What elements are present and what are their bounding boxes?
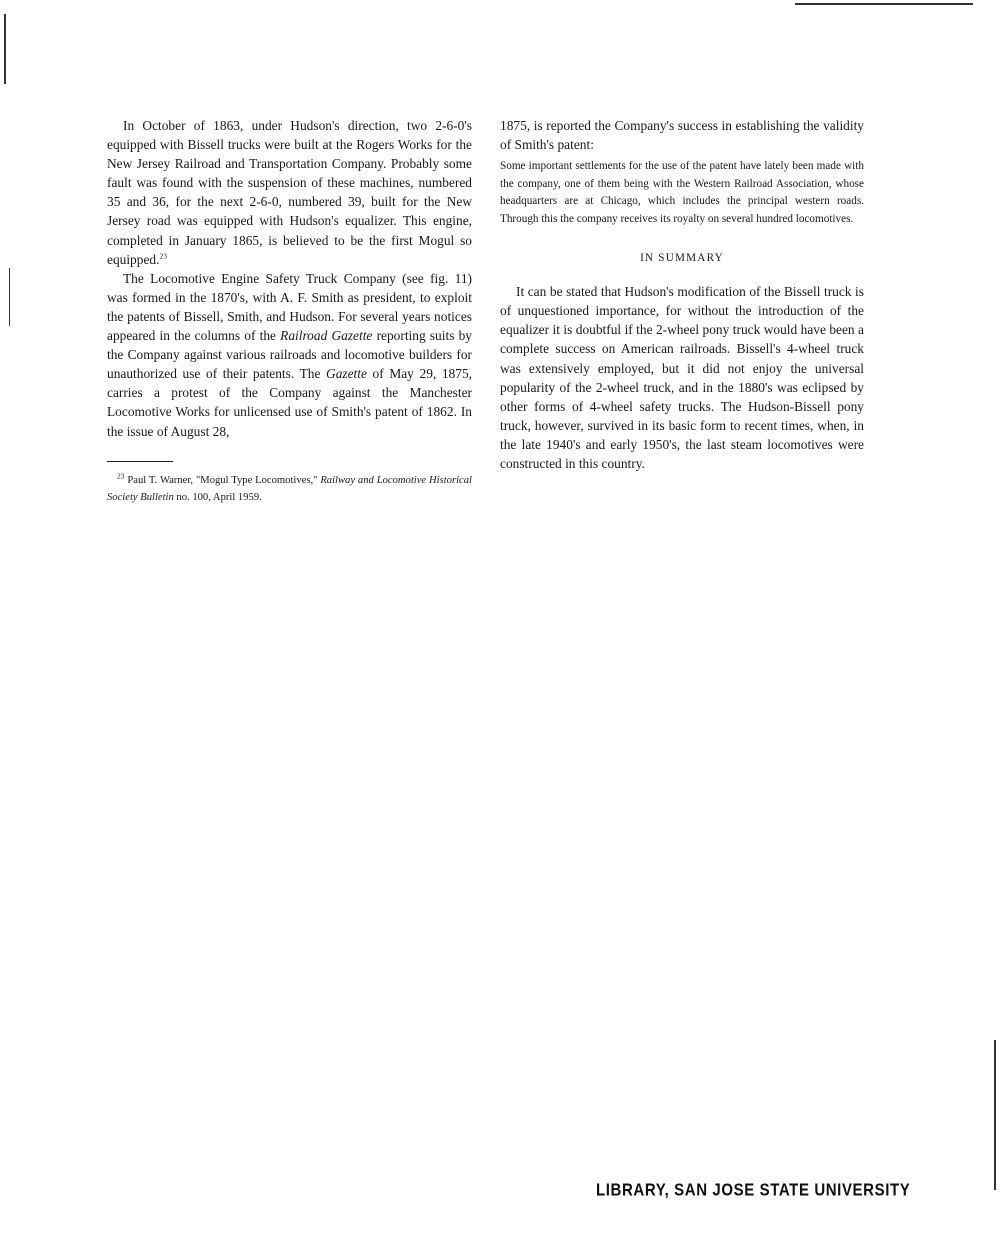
library-stamp: LIBRARY, SAN JOSE STATE UNIVERSITY <box>596 1180 911 1201</box>
railroad-gazette-title: Railroad Gazette <box>280 328 373 344</box>
paragraph-continuation: 1875, is reported the Company's success in establishing the validity of Smith's patent: <box>500 118 864 153</box>
paragraph-text-part-1: The Locomotive Engine Safety Truck Company (see fig. 11) was formed in the 1870's, with A. F. Smith as president, to exploit the patents of Bissell, Smith, and Hudson. For several years notices appeared in the columns of the <box>107 270 472 344</box>
footnote-reference: 23 <box>159 251 167 261</box>
gazette-title: Gazette <box>326 366 367 382</box>
footnote-divider <box>107 461 173 462</box>
scan-edge-left <box>4 14 6 84</box>
footnote-bulletin-title: Railway and Locomotive Historical Society Bulletin <box>107 474 472 503</box>
paragraph-mogul <box>107 116 472 269</box>
paragraph-safety-truck-company <box>107 269 472 441</box>
paragraph-text-part-3: of May 29, 1875, carries a protest of the Company against the Manchester Locomotive Works for unlicensed use of Smith's patent of 1862. In the issue of August 28, <box>107 366 472 439</box>
paragraph-mogul-text: In October of 1863, under Hudson's direction, two 2-6-0's equipped with Bissell trucks were built at the Rogers Works for the New Jersey Railroad and Transportation Company. Probably some fault was found with the suspension of these machines, numbered 35 and 36, for the next 2-6-0, numbered 39, built for the New Jersey road was equipped with Hudson's equalizer. This engine, completed in January 1865, is believed to be the first Mogul so equipped. <box>107 118 472 267</box>
scan-edge-bottom-right <box>994 1040 996 1190</box>
paragraph-summary: It can be stated that Hudson's modification of the Bissell truck is of unquestioned importance, for without the introduction of the equalizer it is doubtful if the 2-wheel pony truck would have been a complete success on American railroads. Bissell's 4-wheel truck was extensively employed, but it did not enjoy the universal popularity of the 2-wheel truck, and in the 1880's was eclipsed by other forms of 4-wheel safety trucks. The Hudson-Bissell pony truck, however, survived in its basic form to recent times, when, in the late 1940's and early 1950's, the last steam locomotives were constructed in this country. <box>500 284 864 472</box>
footnote-text-part-2: no. 100, April 1959. <box>173 491 262 503</box>
footnote-text-part-1: Paul T. Warner, "Mogul Type Locomotives," <box>124 474 321 486</box>
paragraph-text-part-2: reporting suits by the Company against various railroads and locomotive builders for unauthorized use of their patents. The <box>107 328 472 382</box>
scan-edge-top-right <box>795 3 973 5</box>
section-heading: IN SUMMARY <box>640 252 724 265</box>
scan-edge-left-2 <box>9 268 10 326</box>
left-column <box>107 116 472 506</box>
right-column <box>500 116 864 473</box>
block-quote: Some important settlements for the use of the patent have lately been made with the company, one of them being with the Western Railroad Association, whose headquarters are at Chicago, which includes the principal western roads. Through this the company receives its royalty on several hundred locomotives. <box>500 160 864 225</box>
footnote <box>107 472 472 506</box>
footnote-number: 23 <box>117 471 125 481</box>
